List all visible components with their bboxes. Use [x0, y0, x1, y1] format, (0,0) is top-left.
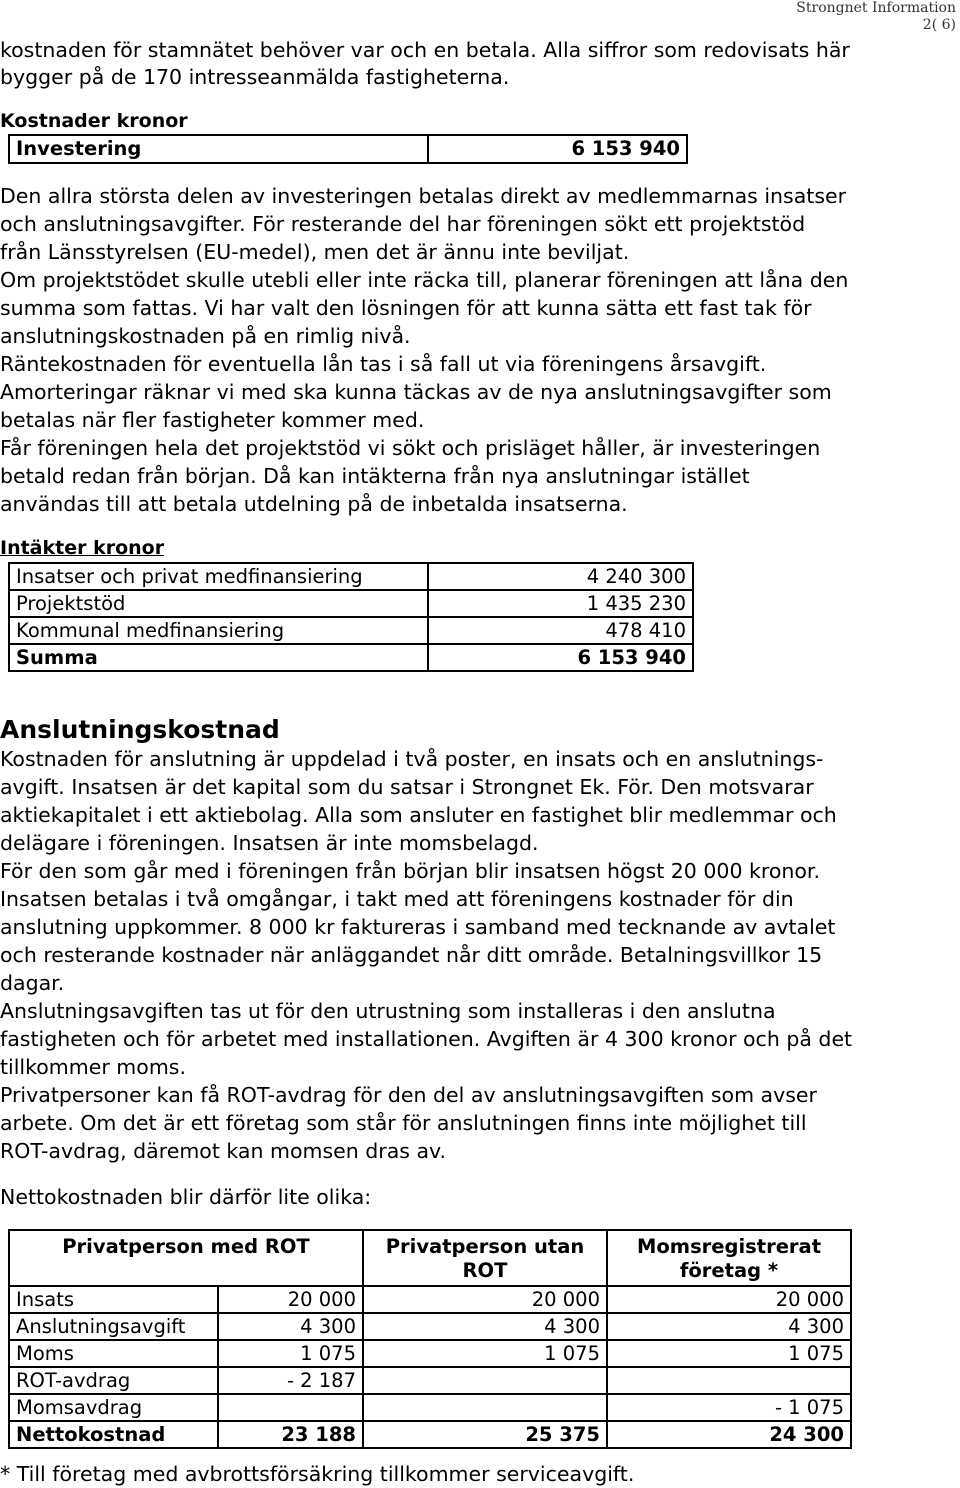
- table-cell: 1 435 230: [428, 590, 693, 617]
- costs-table: [8, 134, 688, 164]
- connection-line: För den som går med i föreningen från början blir insatsen högst 20 000 kronor.: [0, 859, 820, 883]
- table-cell: Anslutningsavgift: [9, 1313, 218, 1340]
- footnote: * Till företag med avbrottsförsäkring tillkommer serviceavgift.: [0, 1462, 635, 1486]
- financing-line: Om projektstödet skulle utebli eller inte räcka till, planerar föreningen att låna den: [0, 268, 849, 292]
- income-heading: Intäkter kronor: [0, 537, 165, 559]
- connection-line: Kostnaden för anslutning är uppdelad i två poster, en insats och en anslutnings-: [0, 747, 824, 771]
- column-header: Privatperson utan ROT: [363, 1230, 607, 1286]
- section-title: Anslutningskostnad: [0, 715, 280, 744]
- table-cell: Summa: [9, 644, 428, 671]
- table-row: [9, 563, 693, 590]
- table-cell: Projektstöd: [9, 590, 428, 617]
- table-cell: Momsavdrag: [9, 1394, 218, 1421]
- connection-line: dagar.: [0, 971, 65, 995]
- connection-line: avgift. Insatsen är det kapital som du satsar i Strongnet Ek. För. Den motsvarar: [0, 775, 814, 799]
- financing-line: betalas när fler fastigheter kommer med.: [0, 408, 425, 432]
- financing-line: summa som fattas. Vi har valt den lösningen för att kunna sätta ett fast tak för: [0, 296, 812, 320]
- table-cell: 1 075: [363, 1340, 607, 1367]
- financing-line: och anslutningsavgifter. För resterande del har föreningen sökt ett projektstöd: [0, 212, 806, 236]
- column-header: Momsregistrerat företag *: [607, 1230, 851, 1286]
- column-header: Privatperson med ROT: [9, 1230, 363, 1286]
- page-number: 2( 6): [922, 17, 956, 33]
- costs-heading: Kostnader kronor: [0, 110, 188, 132]
- connection-line: fastigheten och för arbetet med installationen. Avgiften är 4 300 kronor och på det: [0, 1027, 853, 1051]
- table-cell: 4 240 300: [428, 563, 693, 590]
- table-row: [9, 617, 693, 644]
- intro-line: bygger på de 170 intresseanmälda fastigheterna.: [0, 65, 510, 89]
- connection-line: Anslutningsavgiften tas ut för den utrustning som installeras i den anslutna: [0, 999, 776, 1023]
- table-row: [9, 1367, 851, 1394]
- table-row: [9, 1421, 851, 1448]
- connection-line: Privatpersoner kan få ROT-avdrag för den del av anslutningsavgiften som avser: [0, 1083, 817, 1107]
- connection-line: anslutning uppkommer. 8 000 kr faktureras i samband med tecknande av avtalet: [0, 915, 836, 939]
- connection-line: delägare i föreningen. Insatsen är inte momsbelagd.: [0, 831, 539, 855]
- table-cell: 6 153 940: [428, 644, 693, 671]
- table-cell: Kommunal medfinansiering: [9, 617, 428, 644]
- table-cell: Nettokostnad: [9, 1421, 218, 1448]
- table-cell: 4 300: [218, 1313, 363, 1340]
- net-intro: Nettokostnaden blir därför lite olika:: [0, 1185, 372, 1209]
- table-row: [9, 590, 693, 617]
- table-row: [9, 1286, 851, 1313]
- table-cell: 1 075: [607, 1340, 851, 1367]
- table-row: [9, 1340, 851, 1367]
- connection-line: ROT-avdrag, däremot kan momsen dras av.: [0, 1139, 447, 1163]
- connection-line: och resterande kostnader när anläggandet når ditt område. Betalningsvillkor 15: [0, 943, 823, 967]
- table-cell: 4 300: [363, 1313, 607, 1340]
- table-cell: Insats: [9, 1286, 218, 1313]
- table-cell: 4 300: [607, 1313, 851, 1340]
- table-cell: ROT-avdrag: [9, 1367, 218, 1394]
- table-cell: 20 000: [607, 1286, 851, 1313]
- table-cell: - 1 075: [607, 1394, 851, 1421]
- connection-line: arbete. Om det är ett företag som står för anslutningen finns inte möjlighet till: [0, 1111, 807, 1135]
- table-cell: Investering: [9, 135, 428, 163]
- table-cell: 20 000: [363, 1286, 607, 1313]
- table-cell: 23 188: [218, 1421, 363, 1448]
- table-row: [9, 135, 687, 163]
- financing-line: Amorteringar räknar vi med ska kunna täckas av de nya anslutningsavgifter som: [0, 380, 832, 404]
- connection-line: aktiekapitalet i ett aktiebolag. Alla som ansluter en fastighet blir medlemmar och: [0, 803, 837, 827]
- financing-line: Den allra största delen av investeringen betalas direkt av medlemmarnas insatser: [0, 184, 847, 208]
- table-cell: 1 075: [218, 1340, 363, 1367]
- table-cell: [363, 1394, 607, 1421]
- table-cell: [607, 1367, 851, 1394]
- table-row: [9, 1230, 851, 1286]
- table-cell: 24 300: [607, 1421, 851, 1448]
- net-cost-table: [8, 1229, 852, 1449]
- table-cell: 478 410: [428, 617, 693, 644]
- financing-line: Får föreningen hela det projektstöd vi sökt och prisläget håller, är investeringen: [0, 436, 821, 460]
- financing-line: betald redan från början. Då kan intäkterna från nya anslutningar istället: [0, 464, 750, 488]
- header-title: Strongnet Information: [796, 0, 956, 16]
- table-cell: 6 153 940: [428, 135, 687, 163]
- table-row: [9, 644, 693, 671]
- table-cell: Moms: [9, 1340, 218, 1367]
- connection-line: Insatsen betalas i två omgångar, i takt med att föreningens kostnader för din: [0, 887, 794, 911]
- table-cell: - 2 187: [218, 1367, 363, 1394]
- table-cell: [218, 1394, 363, 1421]
- table-row: [9, 1313, 851, 1340]
- table-cell: Insatser och privat medfinansiering: [9, 563, 428, 590]
- table-cell: 20 000: [218, 1286, 363, 1313]
- financing-line: anslutningskostnaden på en rimlig nivå.: [0, 324, 411, 348]
- income-table: [8, 562, 694, 672]
- intro-line: kostnaden för stamnätet behöver var och en betala. Alla siffror som redovisats här: [0, 38, 850, 62]
- financing-line: Räntekostnaden för eventuella lån tas i så fall ut via föreningens årsavgift.: [0, 352, 767, 376]
- financing-line: från Länsstyrelsen (EU-medel), men det är ännu inte beviljat.: [0, 240, 630, 264]
- connection-line: tillkommer moms.: [0, 1055, 186, 1079]
- financing-line: användas till att betala utdelning på de inbetalda insatserna.: [0, 492, 628, 516]
- table-cell: 25 375: [363, 1421, 607, 1448]
- table-cell: [363, 1367, 607, 1394]
- table-row: [9, 1394, 851, 1421]
